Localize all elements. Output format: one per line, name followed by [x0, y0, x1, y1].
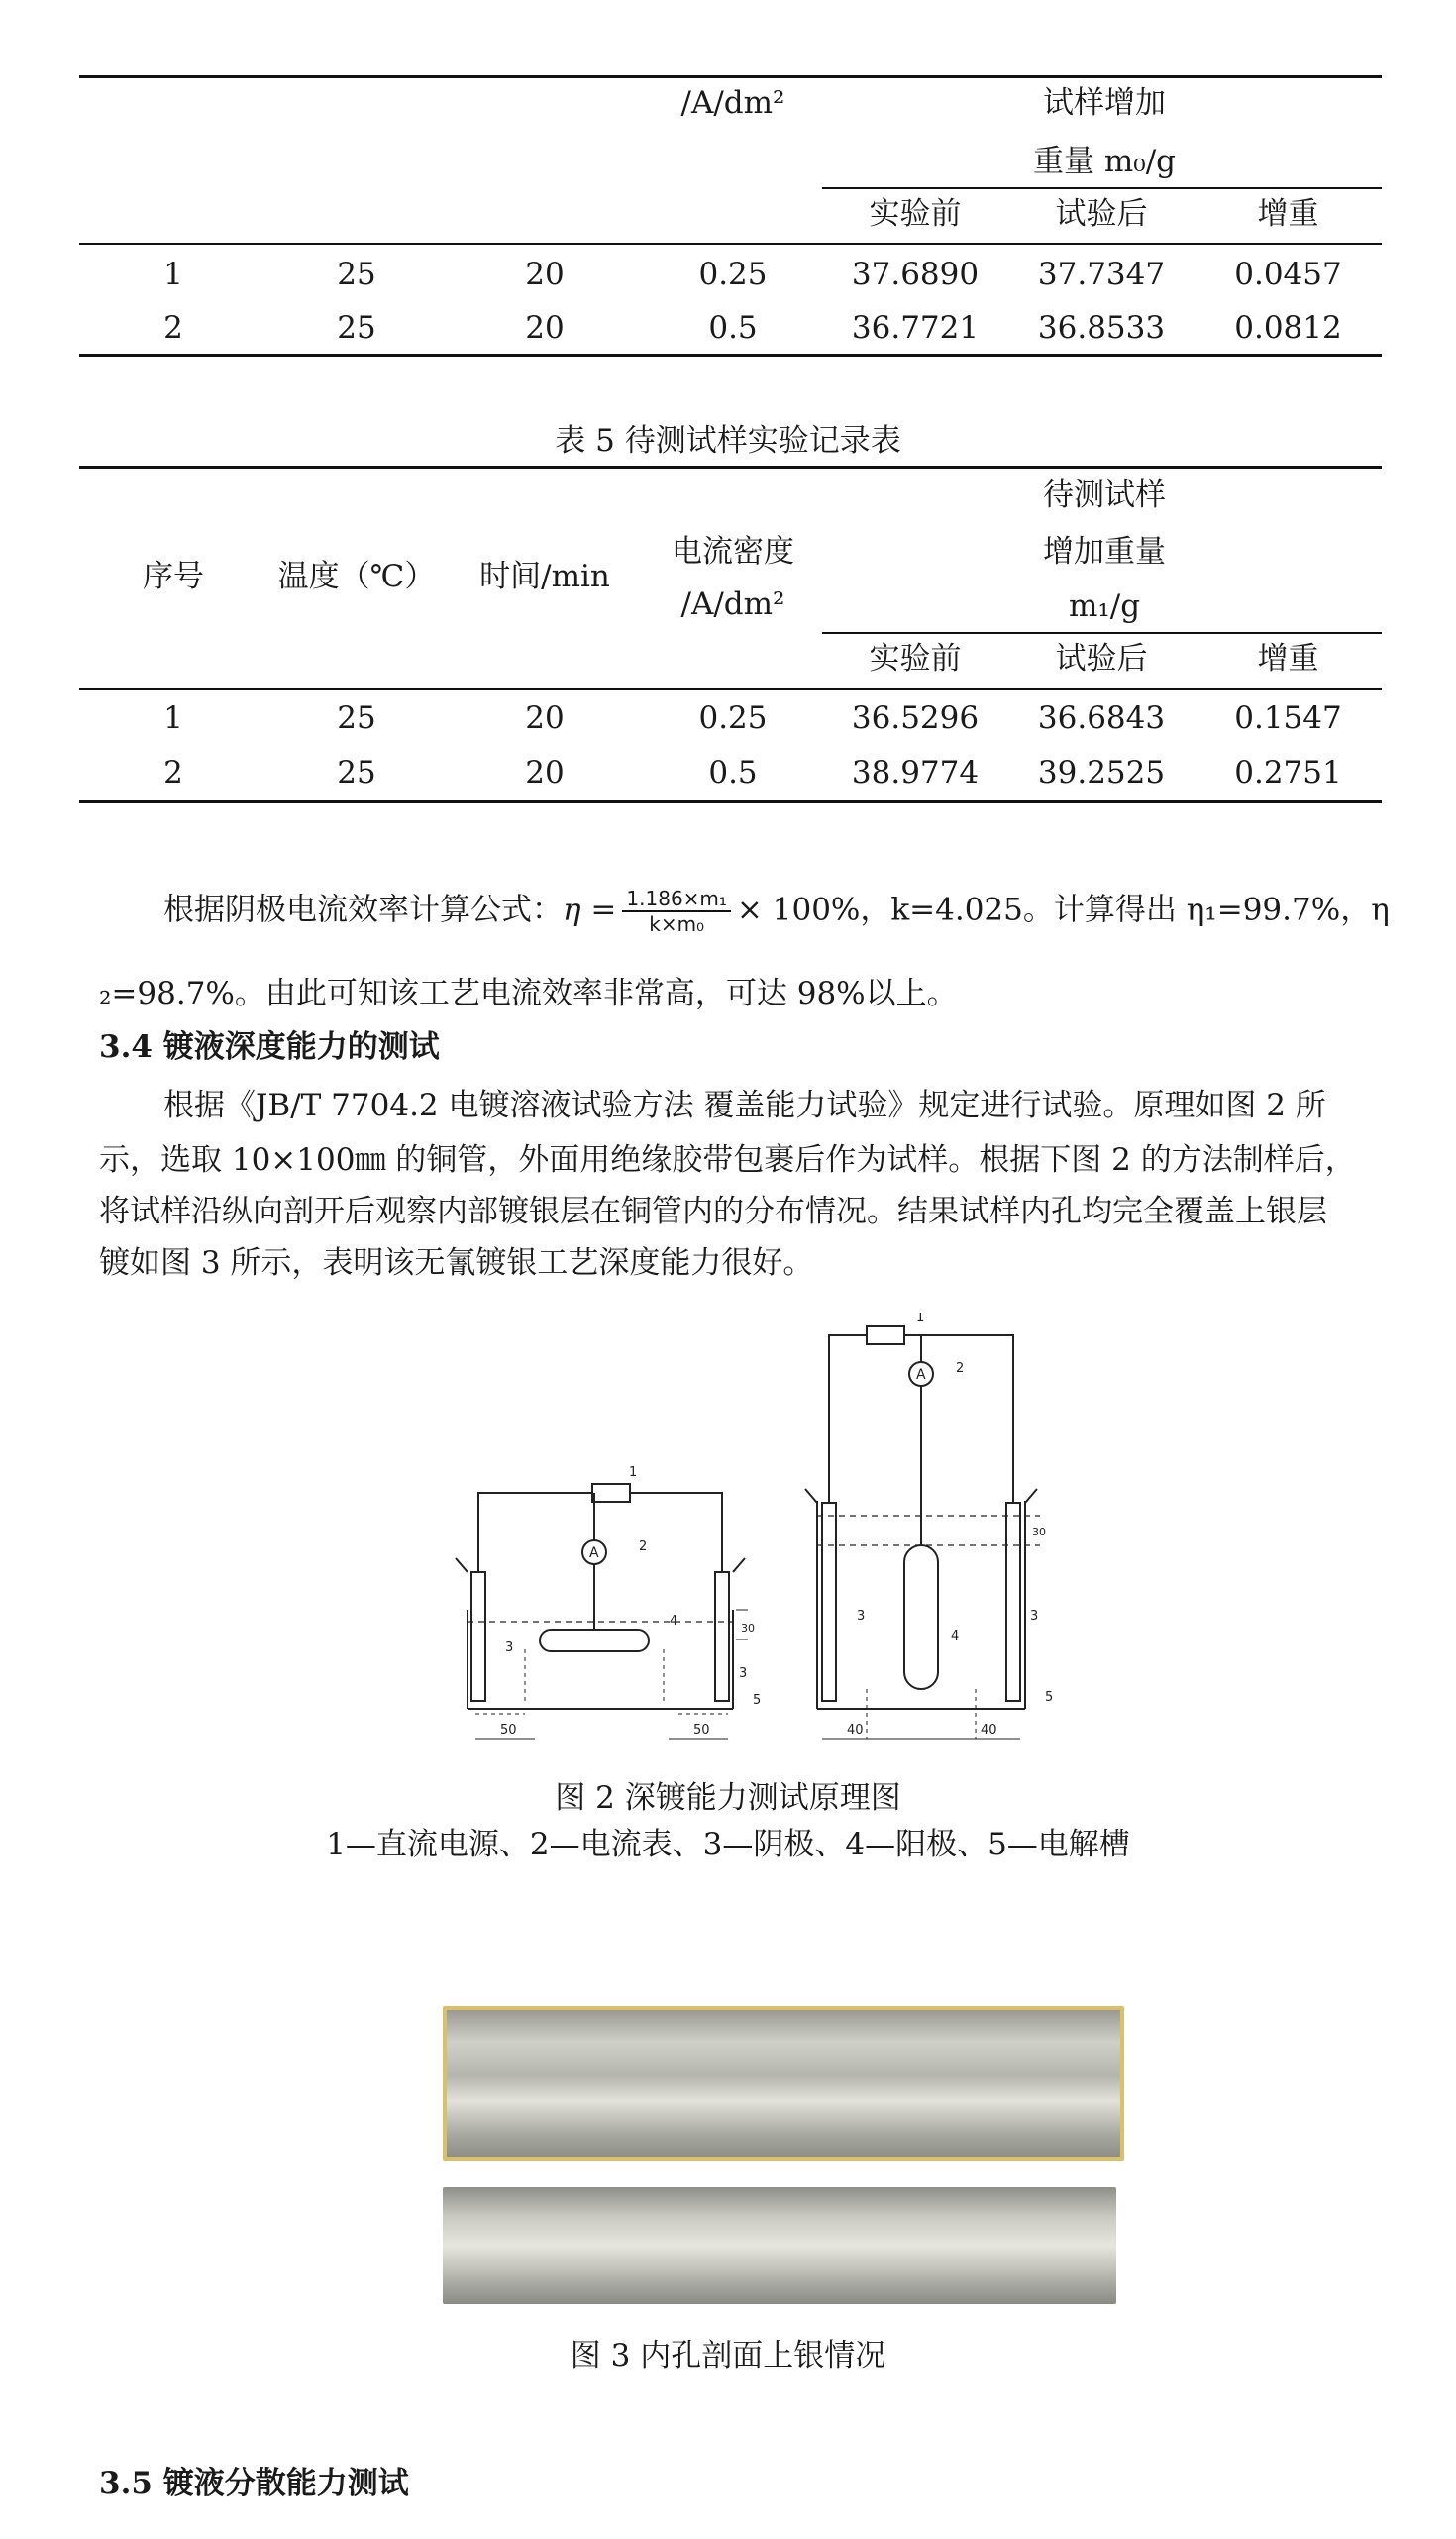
table-cell: 25	[337, 700, 376, 736]
ammeter-label: A	[589, 1545, 599, 1561]
label-4b: 4	[951, 1629, 960, 1643]
dimension-50-right: 50	[693, 1723, 710, 1738]
table-cell: 36.8533	[1037, 310, 1166, 346]
table-cell: 38.9774	[851, 755, 980, 791]
efficiency-paragraph	[163, 887, 1451, 936]
table4-weight-header-2: 重量 m₀/g	[1033, 144, 1176, 179]
label-1: 1	[629, 1465, 638, 1480]
table-cell: 0.25	[698, 257, 768, 292]
section-3-4-line4: 镀如图 3 所示，表明该无氰镀银工艺深度能力很好。	[99, 1245, 814, 1281]
table-cell: 0.2751	[1234, 755, 1342, 791]
table-cell: 37.6890	[851, 257, 980, 292]
anode-horizontal	[540, 1630, 649, 1651]
table5-title: 表 5 待测试样实验记录表	[555, 423, 901, 459]
dimension-guides-2	[867, 1689, 976, 1739]
table-cell: 2	[163, 755, 183, 791]
dc-power-icon	[592, 1484, 630, 1502]
power-wire	[478, 1493, 722, 1572]
table4-before-header: 实验前	[869, 196, 962, 232]
table5-temp-header: 温度（℃）	[277, 559, 436, 594]
horizontal-setup	[456, 1465, 761, 1739]
fraction-numerator: 1.186×m₁	[622, 887, 731, 912]
table5-after-header: 试验后	[1055, 641, 1148, 677]
table5-time-header: 时间/min	[479, 559, 610, 594]
dimension-40-left: 40	[847, 1723, 864, 1738]
table-cell: 0.0457	[1234, 257, 1342, 292]
figure3-caption: 图 3 内孔剖面上银情况	[570, 2338, 886, 2374]
dc-power-icon-2	[867, 1326, 904, 1344]
table-cell: 2	[163, 310, 183, 346]
tank2-rim-left	[805, 1489, 817, 1503]
section-3-5-heading: 3.5 镀液分散能力测试	[99, 2466, 409, 2501]
section-3-4-line3: 将试样沿纵向剖开后观察内部镀银层在铜管内的分布情况。结果试样内孔均完全覆盖上银层	[99, 1194, 1327, 1229]
table-cell: 0.1547	[1234, 700, 1342, 736]
table5-weight-header-1: 待测试样	[1043, 477, 1166, 513]
table-cell: 25	[337, 310, 376, 346]
cathode-right-2	[1006, 1503, 1020, 1701]
table-cell: 20	[525, 700, 565, 736]
electrolytic-tank	[468, 1610, 733, 1709]
section-3-4-line2: 示，选取 10×100㎜ 的铜管，外面用绝缘胶带包裹后作为试样。根据下图 2 的方法制样后，	[99, 1142, 1356, 1178]
table-cell: 36.6843	[1037, 700, 1166, 736]
table-cell: 39.2525	[1037, 755, 1166, 791]
tank-rim-left	[456, 1558, 468, 1572]
efficiency-fraction	[622, 887, 731, 936]
table5-before-header: 实验前	[869, 641, 962, 677]
silvered-pipe-photo-1	[443, 2006, 1124, 2161]
table5-top-rule	[79, 466, 1382, 469]
table4-density-unit: /A/dm²	[680, 85, 785, 121]
label-2: 2	[639, 1539, 648, 1554]
dimension-30-2: 30	[1032, 1526, 1046, 1538]
efficiency-tail: × 100%，k=4.025。计算得出 η₁=99.7%，η	[736, 892, 1390, 928]
eta-symbol: η =	[563, 892, 617, 928]
label-1b: 1	[916, 1313, 925, 1324]
figure2-caption: 图 2 深镀能力测试原理图	[555, 1780, 901, 1816]
efficiency-line2: ₂=98.7%。由此可知该工艺电流效率非常高，可达 98%以上。	[99, 976, 958, 1011]
anode-vertical	[904, 1545, 938, 1689]
table4-after-header: 试验后	[1055, 196, 1148, 232]
table5-weight-header-3: m₁/g	[1068, 588, 1141, 624]
table-cell: 25	[337, 755, 376, 791]
label-3: 3	[505, 1640, 514, 1655]
table-cell: 1	[163, 700, 183, 736]
vertical-setup	[805, 1313, 1053, 1739]
label-5b: 5	[1045, 1690, 1054, 1705]
tank2-rim-right	[1025, 1489, 1037, 1503]
table5-bottom-rule	[79, 800, 1382, 803]
table-cell: 37.7347	[1037, 257, 1166, 292]
table-cell: 20	[525, 257, 565, 292]
table5-density-header-1: 电流密度	[672, 534, 794, 570]
dimension-guides	[475, 1649, 728, 1714]
table-cell: 0.5	[708, 310, 758, 346]
dimension-30: 30	[741, 1622, 755, 1635]
table-cell: 0.5	[708, 755, 758, 791]
label-3b: 3	[739, 1666, 748, 1681]
section-3-4-line1: 根据《JB/T 7704.2 电镀溶液试验方法 覆盖能力试验》规定进行试验。原理如图 2 所	[163, 1088, 1326, 1123]
cathode-right	[715, 1572, 729, 1701]
figure2-diagram	[426, 1313, 1070, 1768]
table4-top-rule	[79, 75, 1382, 78]
table5-weight-header-2: 增加重量	[1043, 534, 1166, 570]
tank-rim-right	[733, 1558, 745, 1572]
table4-gain-header: 增重	[1257, 196, 1319, 232]
table-cell: 36.5296	[851, 700, 980, 736]
table5-subheader-rule	[822, 632, 1382, 634]
table-cell: 0.25	[698, 700, 768, 736]
table-cell: 0.0812	[1234, 310, 1342, 346]
label-2b: 2	[956, 1361, 965, 1376]
dimension-40-right: 40	[981, 1723, 997, 1738]
cathode-left	[471, 1572, 485, 1701]
table4-subheader-rule	[822, 187, 1382, 189]
table4-bottom-rule	[79, 354, 1382, 357]
table-cell: 36.7721	[851, 310, 980, 346]
table5-gain-header: 增重	[1257, 641, 1319, 677]
table-cell: 20	[525, 755, 565, 791]
table4-weight-header-1: 试样增加	[1043, 85, 1166, 121]
cathode-left-2	[822, 1503, 836, 1701]
label-4: 4	[670, 1614, 678, 1629]
table-cell: 20	[525, 310, 565, 346]
table-cell: 1	[163, 257, 183, 292]
dimension-50-left: 50	[500, 1723, 517, 1738]
silvered-pipe-photo-2	[443, 2187, 1116, 2304]
table-cell: 25	[337, 257, 376, 292]
figure2-legend: 1—直流电源、2—电流表、3—阴极、4—阳极、5—电解槽	[326, 1827, 1130, 1862]
ammeter-label-2: A	[916, 1367, 926, 1383]
table5-header-rule	[79, 688, 1382, 690]
table5-no-header: 序号	[143, 559, 204, 594]
fraction-denominator: k×m₀	[649, 912, 705, 936]
label-5: 5	[753, 1693, 762, 1708]
section-3-4-heading: 3.4 镀液深度能力的测试	[99, 1029, 440, 1065]
label-3d: 3	[1030, 1609, 1039, 1624]
table5-density-header-2: /A/dm²	[680, 586, 785, 622]
label-3c: 3	[857, 1609, 866, 1624]
table4-header-rule	[79, 243, 1382, 245]
efficiency-lead: 根据阴极电流效率计算公式：	[163, 892, 563, 928]
